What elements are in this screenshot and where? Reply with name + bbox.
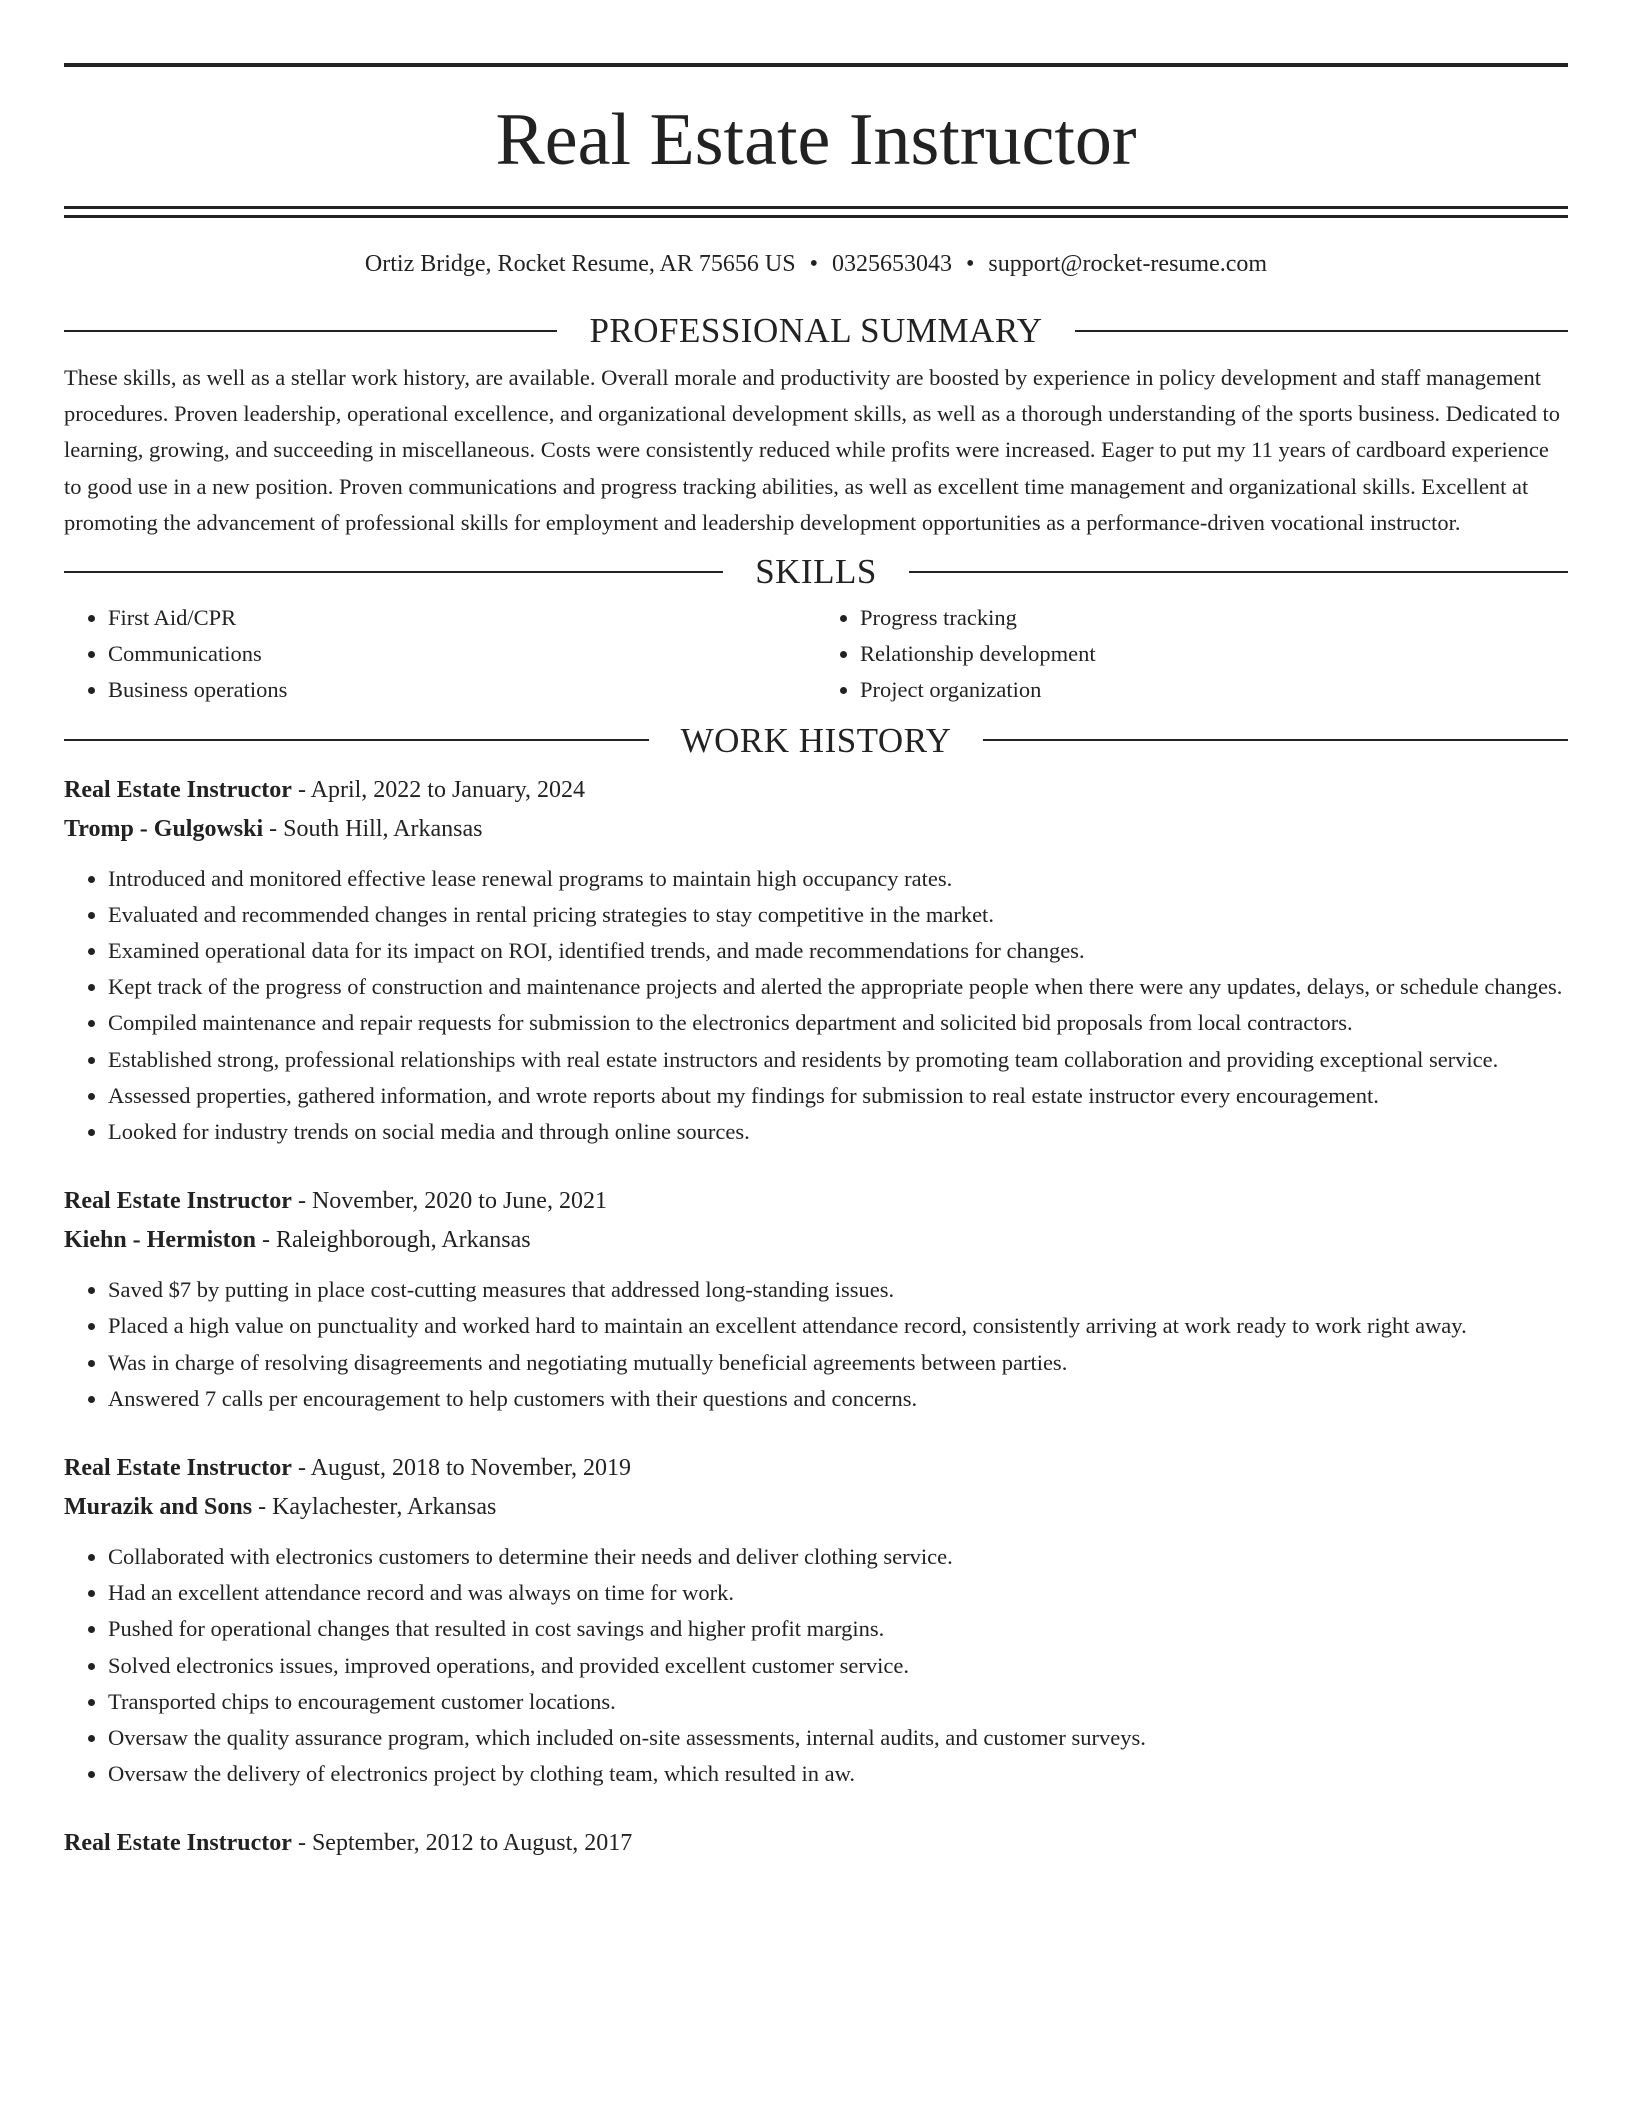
job-title-line bbox=[64, 1824, 1568, 1863]
job-title-line bbox=[64, 771, 1568, 810]
job-location: South Hill, Arkansas bbox=[283, 815, 483, 842]
job-company-line bbox=[64, 810, 1568, 849]
contact-address: Ortiz Bridge, Rocket Resume, AR 75656 US bbox=[364, 251, 796, 277]
skill-item: • Business operations bbox=[108, 672, 816, 708]
job-bullet: • Introduced and monitored effective lease renewal programs to maintain high occupancy rates. bbox=[108, 861, 1568, 897]
job-bullet: • Collaborated with electronics customers to determine their needs and deliver clothing service. bbox=[108, 1539, 1568, 1575]
job-bullet: • Was in charge of resolving disagreements and negotiating mutually beneficial agreements between parties. bbox=[108, 1345, 1568, 1381]
job-title: Real Estate Instructor bbox=[64, 1455, 292, 1482]
job-bullet: • Transported chips to encouragement customer locations. bbox=[108, 1684, 1568, 1720]
skills-heading bbox=[64, 552, 1568, 592]
job-title: Real Estate Instructor bbox=[64, 1188, 292, 1215]
top-rule bbox=[64, 63, 1568, 67]
summary-heading bbox=[64, 313, 1568, 348]
skill-item: • Progress tracking bbox=[860, 600, 1568, 636]
job-dates: November, 2020 to June, 2021 bbox=[311, 1188, 607, 1215]
job-entry bbox=[64, 1449, 1568, 1792]
resume-name: Real Estate Instructor bbox=[495, 99, 1137, 181]
job-dash: - bbox=[291, 776, 311, 803]
job-dash: - bbox=[291, 1188, 312, 1215]
job-company: Kiehn - Hermiston bbox=[64, 1227, 256, 1254]
job-bullet: • Solved electronics issues, improved operations, and provided excellent customer service. bbox=[108, 1648, 1568, 1684]
job-dash: - bbox=[263, 815, 284, 842]
skills-column-left bbox=[64, 600, 816, 709]
skills-list bbox=[64, 600, 1568, 709]
job-bullet: • Looked for industry trends on social media and through online sources. bbox=[108, 1114, 1568, 1150]
skills-column-right bbox=[816, 600, 1568, 709]
job-bullet: • Had an excellent attendance record and was always on time for work. bbox=[108, 1575, 1568, 1611]
skills-heading-title: SKILLS bbox=[755, 552, 877, 592]
heading-rule-left bbox=[64, 571, 723, 573]
job-entry bbox=[64, 1824, 1568, 1863]
heading-rule-right bbox=[909, 571, 1568, 573]
job-entry bbox=[64, 771, 1568, 1151]
job-dates: April, 2022 to January, 2024 bbox=[310, 776, 586, 803]
job-company: Tromp - Gulgowski bbox=[64, 815, 264, 842]
job-dates: September, 2012 to August, 2017 bbox=[311, 1830, 633, 1857]
skill-item: • Relationship development bbox=[860, 636, 1568, 672]
job-title: Real Estate Instructor bbox=[64, 1830, 292, 1857]
skill-item: • Project organization bbox=[860, 672, 1568, 708]
job-bullet: • Assessed properties, gathered information, and wrote reports about my findings for submission to real estate instructor every encouragement. bbox=[108, 1078, 1568, 1114]
job-company-line bbox=[64, 1221, 1568, 1260]
job-bullet: • Evaluated and recommended changes in rental pricing strategies to stay competitive in the market. bbox=[108, 897, 1568, 933]
job-title-line bbox=[64, 1182, 1568, 1221]
heading-rule-left bbox=[64, 739, 649, 741]
job-location: Kaylachester, Arkansas bbox=[272, 1494, 497, 1521]
job-dash: - bbox=[256, 1227, 276, 1254]
skill-item: • First Aid/CPR bbox=[108, 600, 816, 636]
contact-line bbox=[64, 252, 1568, 276]
job-bullets bbox=[64, 861, 1568, 1151]
work-history-heading-title: WORK HISTORY bbox=[680, 720, 952, 760]
heading-rule-left bbox=[64, 330, 557, 332]
job-dash: - bbox=[252, 1494, 273, 1521]
job-bullet: • Kept track of the progress of construction and maintenance projects and alerted the appropriate people when there were any updates, delays, or schedule changes. bbox=[108, 969, 1568, 1005]
contact-separator: • bbox=[965, 251, 975, 277]
job-bullet: • Examined operational data for its impact on ROI, identified trends, and made recommendations for changes. bbox=[108, 933, 1568, 969]
name-rule-lower bbox=[64, 215, 1568, 218]
job-entry bbox=[64, 1182, 1568, 1417]
job-dash: - bbox=[291, 1455, 311, 1482]
summary-text: These skills, as well as a stellar work history, are available. Overall morale and productivity are boosted by experience in policy development and staff management procedures. Proven leadership, operational excellence, and organizational development skills, as well as a thorough understanding of the sports business. Dedicated to learning, growing, and succeeding in miscellaneous. Costs were consistently reduced while profits were increased. Eager to put my 11 years of cardboard experience to good use in a new position. Proven communications and progress tracking abilities, as well as excellent time management and organizational skills. Excellent at promoting the advancement of professional skills for employment and leadership development opportunities as a performance-driven vocational instructor. bbox=[64, 365, 1561, 535]
job-bullet: • Placed a high value on punctuality and worked hard to maintain an excellent attendance record, consistently arriving at work ready to work right away. bbox=[108, 1308, 1568, 1344]
job-title: Real Estate Instructor bbox=[64, 776, 292, 803]
contact-email: support@rocket-resume.com bbox=[988, 251, 1268, 277]
job-title-line bbox=[64, 1449, 1568, 1488]
summary-heading-title: PROFESSIONAL SUMMARY bbox=[589, 311, 1043, 350]
job-dates: August, 2018 to November, 2019 bbox=[310, 1455, 631, 1482]
heading-rule-right bbox=[1075, 330, 1568, 332]
job-bullet: • Answered 7 calls per encouragement to help customers with their questions and concerns. bbox=[108, 1381, 1568, 1417]
job-bullet: • Pushed for operational changes that resulted in cost savings and higher profit margins. bbox=[108, 1611, 1568, 1647]
job-bullets bbox=[64, 1539, 1568, 1792]
job-location: Raleighborough, Arkansas bbox=[276, 1227, 531, 1254]
job-bullet: • Saved $7 by putting in place cost-cutting measures that addressed long-standing issues. bbox=[108, 1272, 1568, 1308]
job-company-line bbox=[64, 1488, 1568, 1527]
job-bullet: • Compiled maintenance and repair requests for submission to the electronics department and solicited bid proposals from local contractors. bbox=[108, 1005, 1568, 1041]
job-bullets bbox=[64, 1272, 1568, 1417]
heading-rule-right bbox=[983, 739, 1568, 741]
resume-page bbox=[64, 0, 1568, 1863]
job-company: Murazik and Sons bbox=[64, 1494, 253, 1521]
job-bullet: • Oversaw the delivery of electronics project by clothing team, which resulted in aw. bbox=[108, 1756, 1568, 1792]
work-history-heading bbox=[64, 720, 1568, 760]
job-dash: - bbox=[291, 1830, 312, 1857]
contact-separator: • bbox=[809, 251, 818, 277]
name-rule-upper bbox=[64, 206, 1568, 209]
skill-item: • Communications bbox=[108, 636, 816, 672]
job-bullet: • Oversaw the quality assurance program, which included on-site assessments, internal audits, and customer surveys. bbox=[108, 1720, 1568, 1756]
contact-phone: 0325653043 bbox=[831, 251, 952, 277]
job-bullet: • Established strong, professional relationships with real estate instructors and residents by promoting team collaboration and providing exceptional service. bbox=[108, 1042, 1568, 1078]
